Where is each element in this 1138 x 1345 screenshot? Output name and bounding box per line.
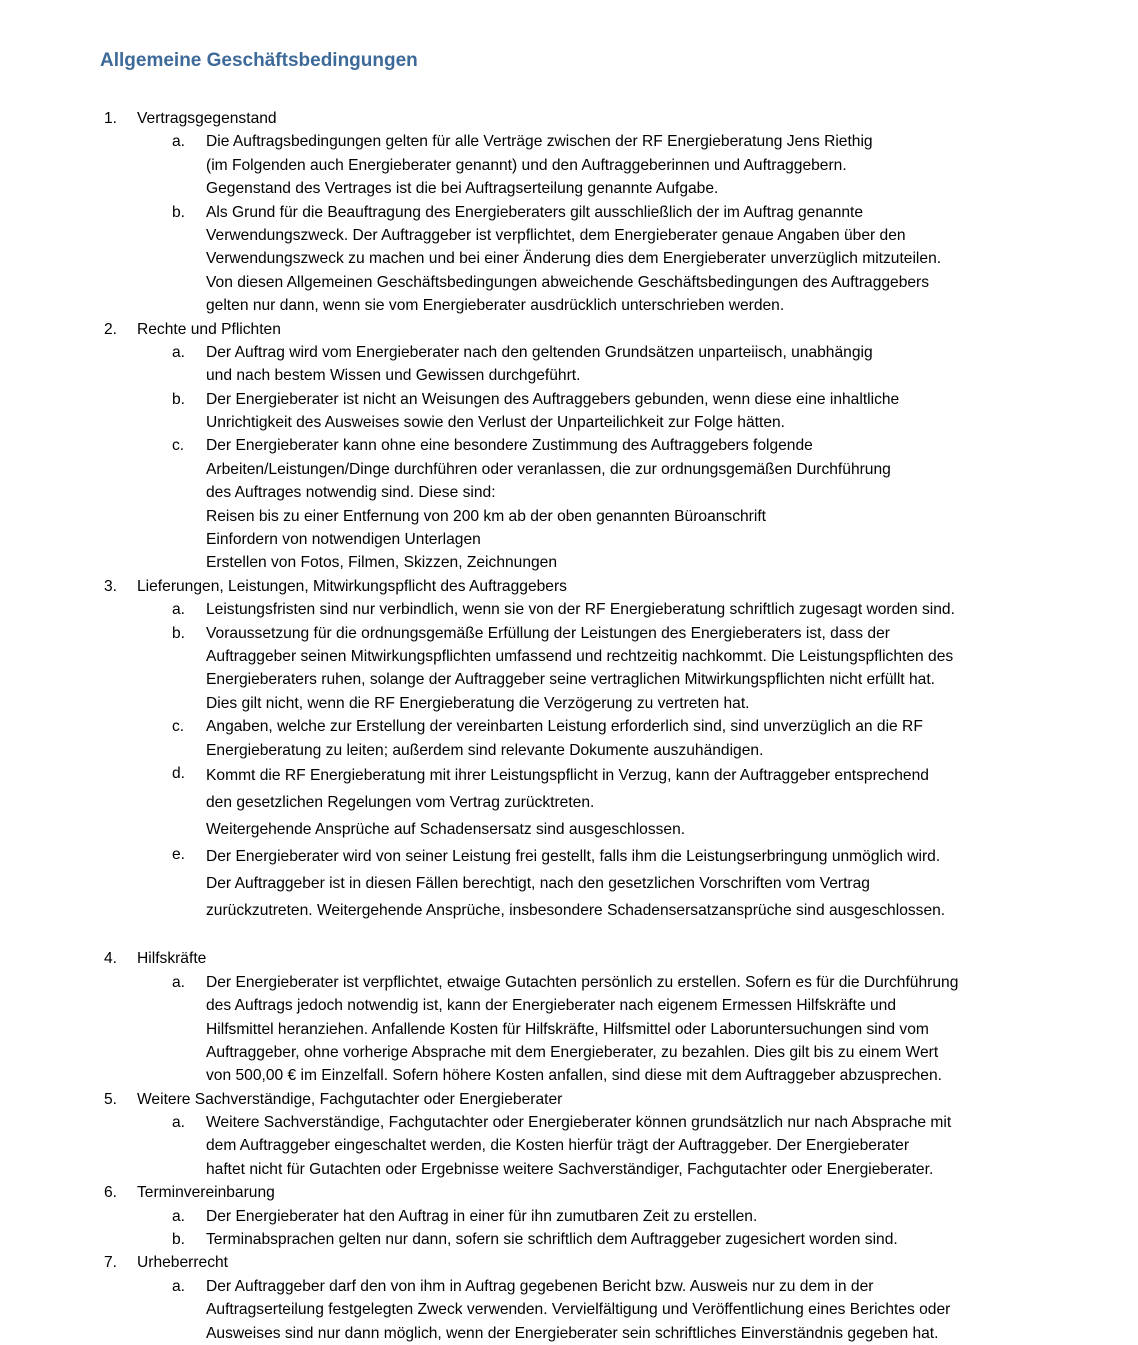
section-number: 7. — [104, 1254, 118, 1272]
clause-item — [0, 971, 1138, 1088]
section-number: 4. — [104, 950, 118, 968]
section-title: Terminvereinbarung — [137, 1184, 275, 1202]
clause-item — [0, 201, 1138, 318]
clause-text — [206, 388, 1138, 435]
clause-item — [0, 715, 1138, 762]
clause-letter: e. — [172, 845, 186, 863]
clause-text — [206, 598, 1138, 621]
clause-line: Arbeiten/Leistungen/Dinge durchführen oder veranlassen, die zur ordnungsgemäßen Durchführung — [206, 460, 891, 478]
page-title: Allgemeine Geschäftsbedingungen — [100, 50, 418, 71]
clause-line: Einfordern von notwendigen Unterlagen — [206, 531, 481, 549]
clause-line: Der Energieberater kann ohne eine besondere Zustimmung des Auftraggebers folgende — [206, 437, 813, 455]
clause-line: Erstellen von Fotos, Filmen, Skizzen, Zeichnungen — [206, 554, 558, 572]
clause-text — [206, 1111, 1138, 1181]
section-title: Lieferungen, Leistungen, Mitwirkungspflicht des Auftraggebers — [137, 577, 567, 595]
clause-line: Von diesen Allgemeinen Geschäftsbedingungen abweichende Geschäftsbedingungen des Auftraggebers — [206, 273, 930, 291]
clause-letter: b. — [172, 624, 186, 642]
clause-item — [0, 1205, 1138, 1228]
clause-line: Gegenstand des Vertrages ist die bei Auftragserteilung genannte Aufgabe. — [206, 180, 719, 198]
clause-line: Der Energieberater ist nicht an Weisungen des Auftraggebers gebunden, wenn diese eine inhaltliche — [206, 390, 900, 408]
clause-line: zurückzutreten. Weitergehende Ansprüche, insbesondere Schadensersatzansprüche sind ausgeschlossen. — [206, 901, 946, 919]
clause-line: Weitergehende Ansprüche auf Schadensersatz sind ausgeschlossen. — [206, 820, 686, 838]
clause-line: des Auftrags jedoch notwendig ist, kann der Energieberater nach eigenem Ermessen Hilfskräfte und — [206, 997, 896, 1015]
clause-letter: b. — [172, 1231, 186, 1249]
clause-line: Leistungsfristen sind nur verbindlich, wenn sie von der RF Energieberatung schriftlich zugesagt worden sind. — [206, 601, 955, 619]
section-number: 2. — [104, 320, 118, 338]
clause-line: (im Folgenden auch Energieberater genannt) und den Auftraggeberinnen und Auftraggebern. — [206, 156, 847, 174]
clause-line: Auftraggeber seinen Mitwirkungspflichten umfassend und rechtzeitig nachkommt. Die Leistungspflichten des — [206, 647, 954, 665]
clause-line: Die Auftragsbedingungen gelten für alle Verträge zwischen der RF Energieberatung Jens Riethig — [206, 133, 873, 151]
clause-letter: d. — [172, 764, 186, 782]
section-title: Hilfskräfte — [137, 950, 207, 968]
clause-line: haftet nicht für Gutachten oder Ergebnisse weitere Sachverständiger, Fachgutachter oder Energieberater. — [206, 1160, 934, 1178]
clause-line: Weitere Sachverständige, Fachgutachter oder Energieberater können grundsätzlich nur nach Absprache mit — [206, 1114, 952, 1132]
clause-text — [206, 971, 1138, 1088]
section-heading — [0, 1181, 1138, 1204]
clause-item — [0, 434, 1138, 574]
clause-item — [0, 1275, 1138, 1345]
clause-item — [0, 843, 1138, 924]
clause-line: Kommt die RF Energieberatung mit ihrer Leistungspflicht in Verzug, kann der Auftraggeber entsprechend — [206, 766, 929, 784]
clause-line: Auftragserteilung festgelegten Zweck verwenden. Vervielfältigung und Veröffentlichung eines Berichtes oder — [206, 1301, 951, 1319]
clause-line: Verwendungszweck. Der Auftraggeber ist verpflichtet, dem Energieberater genaue Angaben über den — [206, 226, 906, 244]
clause-text — [206, 434, 1138, 574]
section-title: Vertragsgegenstand — [137, 110, 277, 127]
section-number: 5. — [104, 1090, 118, 1108]
clause-text — [206, 762, 1138, 843]
clause-line: Voraussetzung für die ordnungsgemäße Erfüllung der Leistungen des Energieberaters ist, dass der — [206, 624, 890, 642]
clause-line: Der Energieberater wird von seiner Leistung frei gestellt, falls ihm die Leistungserbringung unmöglich wird. — [206, 847, 941, 865]
clause-line: Dies gilt nicht, wenn die RF Energieberatung die Verzögerung zu vertreten hat. — [206, 694, 750, 712]
clause-line: Der Energieberater ist verpflichtet, etwaige Gutachten persönlich zu erstellen. Sofern es für die Durchführung — [206, 973, 959, 991]
section-spacer — [0, 924, 1138, 947]
clause-line: Energieberatung zu leiten; außerdem sind relevante Dokumente auszuhändigen. — [206, 741, 764, 759]
terms-body — [0, 107, 1138, 1345]
clause-letter: a. — [172, 1277, 186, 1295]
clause-letter: a. — [172, 601, 186, 619]
clause-line: den gesetzlichen Regelungen vom Vertrag zurücktreten. — [206, 793, 595, 811]
clause-letter: a. — [172, 973, 186, 991]
clause-line: Energieberaters ruhen, solange der Auftraggeber seine vertraglichen Mitwirkungspflichten nicht erfüllt hat. — [206, 671, 935, 689]
section-heading — [0, 575, 1138, 598]
clause-item — [0, 130, 1138, 200]
clause-letter: a. — [172, 1207, 186, 1225]
clause-line: Der Energieberater hat den Auftrag in einer für ihn zumutbaren Zeit zu erstellen. — [206, 1207, 758, 1225]
clause-letter: c. — [172, 718, 185, 736]
clause-item — [0, 1228, 1138, 1251]
clause-line: Verwendungszweck zu machen und bei einer Änderung dies dem Energieberater unverzüglich mitzuteilen. — [206, 250, 942, 268]
clause-line: Als Grund für die Beauftragung des Energieberaters gilt ausschließlich der im Auftrag genannte — [206, 203, 864, 221]
clause-line: des Auftrages notwendig sind. Diese sind: — [206, 484, 496, 502]
section-title: Weitere Sachverständige, Fachgutachter oder Energieberater — [137, 1090, 563, 1108]
clause-text — [206, 341, 1138, 388]
clause-line: Auftraggeber, ohne vorherige Absprache mit dem Energieberater, zu bezahlen. Dies gilt bis zu einem Wert — [206, 1043, 939, 1061]
clause-item — [0, 388, 1138, 435]
clause-text — [206, 622, 1138, 716]
clause-line: gelten nur dann, wenn sie vom Energieberater ausdrücklich unterschrieben werden. — [206, 297, 785, 315]
section-heading — [0, 947, 1138, 970]
clause-line: Der Auftrag wird vom Energieberater nach den geltenden Grundsätzen unparteiisch, unabhängig — [206, 343, 873, 361]
section-title: Urheberrecht — [137, 1254, 229, 1272]
section-heading — [0, 1088, 1138, 1111]
clause-line: Der Auftraggeber ist in diesen Fällen berechtigt, nach den gesetzlichen Vorschriften vom Vertrag — [206, 874, 870, 892]
clause-line: dem Auftraggeber eingeschaltet werden, die Kosten hierfür trägt der Auftraggeber. Der Energieberater — [206, 1137, 910, 1155]
clause-text — [206, 1205, 1138, 1228]
clause-letter: b. — [172, 203, 186, 221]
clause-letter: a. — [172, 1114, 186, 1132]
clause-text — [206, 1228, 1138, 1251]
clause-item — [0, 762, 1138, 843]
clause-letter: a. — [172, 343, 186, 361]
clause-letter: a. — [172, 133, 186, 151]
clause-line: und nach bestem Wissen und Gewissen durchgeführt. — [206, 367, 581, 385]
clause-text — [206, 715, 1138, 762]
clause-line: von 500,00 € im Einzelfall. Sofern höhere Kosten anfallen, sind diese mit dem Auftraggeber abzusprechen. — [206, 1067, 942, 1085]
clause-item — [0, 1111, 1138, 1181]
section-number: 1. — [104, 110, 118, 127]
clause-item — [0, 622, 1138, 716]
section-number: 3. — [104, 577, 118, 595]
clause-text — [206, 843, 1138, 924]
section-number: 6. — [104, 1184, 118, 1202]
clause-item — [0, 598, 1138, 621]
clause-text — [206, 201, 1138, 318]
clause-line: Der Auftraggeber darf den von ihm in Auftrag gegebenen Bericht bzw. Ausweis nur zu dem in der — [206, 1277, 874, 1295]
section-heading — [0, 1251, 1138, 1274]
clause-text — [206, 130, 1138, 200]
clause-text — [206, 1275, 1138, 1345]
clause-line: Ausweises sind nur dann möglich, wenn der Energieberater sein schriftliches Einverständnis gegeben hat. — [206, 1324, 939, 1342]
clause-item — [0, 341, 1138, 388]
clause-line: Terminabsprachen gelten nur dann, sofern sie schriftlich dem Auftraggeber zugesichert worden sind. — [206, 1231, 898, 1249]
section-title: Rechte und Pflichten — [137, 320, 281, 338]
clause-letter: b. — [172, 390, 186, 408]
section-heading — [0, 107, 1138, 130]
clause-line: Reisen bis zu einer Entfernung von 200 km ab der oben genannten Büroanschrift — [206, 507, 767, 525]
section-heading — [0, 318, 1138, 341]
clause-line: Hilfsmittel heranziehen. Anfallende Kosten für Hilfskräfte, Hilfsmittel oder Laboruntersuchungen sind vom — [206, 1020, 929, 1038]
clause-line: Unrichtigkeit des Ausweises sowie den Verlust der Unparteilichkeit zur Folge hätten. — [206, 414, 785, 432]
clause-letter: c. — [172, 437, 185, 455]
clause-line: Angaben, welche zur Erstellung der vereinbarten Leistung erforderlich sind, sind unverzüglich an die RF — [206, 718, 923, 736]
